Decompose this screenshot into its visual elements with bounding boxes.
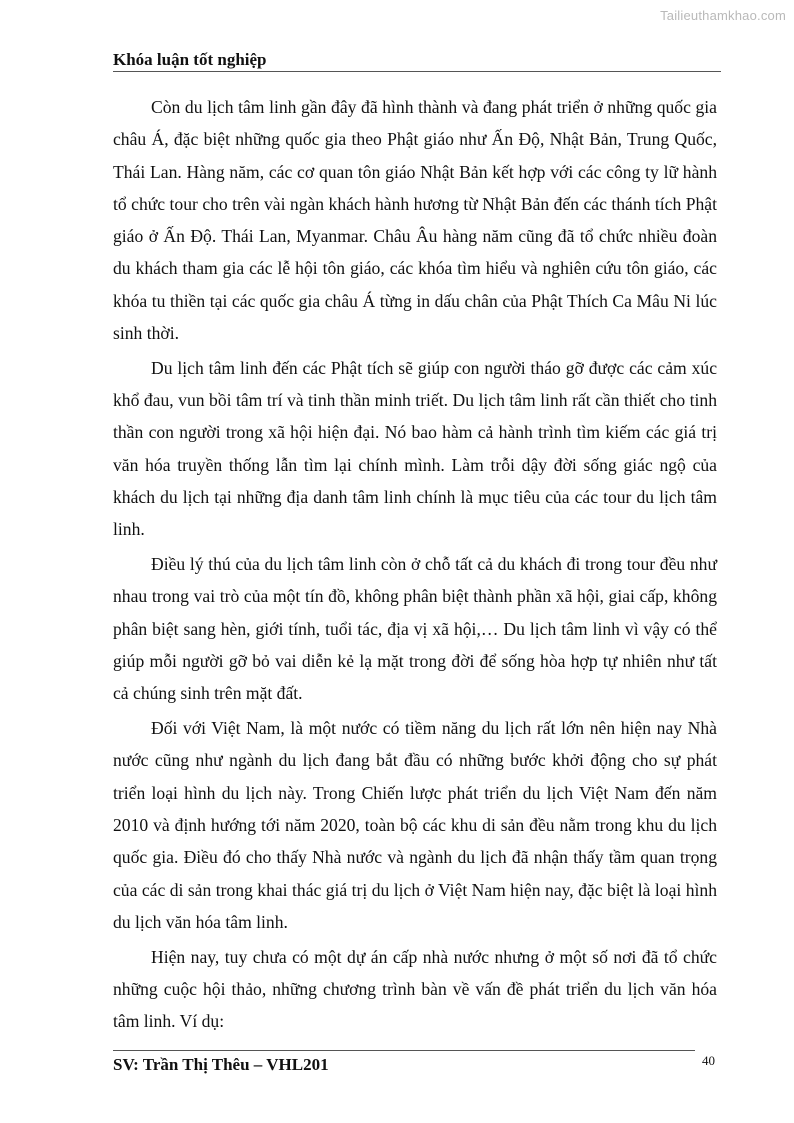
page-number: 40 [702,1053,715,1068]
paragraph-1: Còn du lịch tâm linh gần đây đã hình thành và đang phát triển ở những quốc gia châu Á, đặc biệt những quốc gia theo Phật giáo như Ấn Độ, Nhật Bản, Trung Quốc, Thái Lan. Hàng năm, các cơ quan tôn giáo Nhật Bản kết hợp với các công ty lữ hành tổ chức tour cho trên vài ngàn khách hành hương từ Nhật Bản đến các thánh tích Phật giáo ở Ấn Độ. Thái Lan, Myanmar. Châu Âu hàng năm cũng đã tổ chức nhiều đoàn du khách tham gia các lễ hội tôn giáo, các khóa tìm hiểu và nghiên cứu tôn giáo, các khóa tu thiền tại các quốc gia châu Á từng in dấu chân của Phật Thích Ca Mâu Ni lúc sinh thời. [113,97,717,344]
paragraph-2: Du lịch tâm linh đến các Phật tích sẽ giúp con người tháo gỡ được các cảm xúc khổ đau, vun bồi tâm trí và tinh thần minh triết. Du lịch tâm linh rất cần thiết cho tinh thần con người trong xã hội hiện đại. Nó bao hàm cả hành trình tìm kiếm các giá trị văn hóa truyền thống lẫn tìm lại chính mình. Làm trỗi dậy đời sống giác ngộ của khách du lịch tại những địa danh tâm linh chính là mục tiêu của các tour du lịch tâm linh. [113,357,717,540]
watermark-text: Tailieuthamkhao.com [660,8,786,23]
page-header [113,49,721,72]
paragraph-4: Đối với Việt Nam, là một nước có tiềm năng du lịch rất lớn nên hiện nay Nhà nước cũng như ngành du lịch đang bắt đầu có những bước khởi động cho sự phát triển loại hình du lịch này. Trong Chiến lược phát triển du lịch Việt Nam đến năm 2010 và định hướng tới năm 2020, toàn bộ các khu di sản đều nằm trong khu du lịch quốc gia. Điều đó cho thấy Nhà nước và ngành du lịch đã nhận thấy tầm quan trọng của các di sản trong khai thác giá trị du lịch ở Việt Nam hiện nay, đặc biệt là loại hình du lịch văn hóa tâm linh. [113,718,717,932]
paragraph-5: Hiện nay, tuy chưa có một dự án cấp nhà nước nhưng ở một số nơi đã tổ chức những cuộc hội thảo, những chương trình bàn về vấn đề phát triển du lịch văn hóa tâm linh. Ví dụ: [113,946,717,1032]
header-title: Khóa luận tốt nghiệp [113,50,267,69]
footer-divider [113,1050,695,1051]
footer-student-name: SV: Trần Thị Thêu – VHL201 [113,1055,329,1074]
document-body [113,91,717,1040]
paragraph-3: Điều lý thú của du lịch tâm linh còn ở chỗ tất cả du khách đi trong tour đều như nhau trong vai trò của một tín đồ, không phân biệt thành phần xã hội, giai cấp, không phân biệt sang hèn, giới tính, tuổi tác, địa vị xã hội,… Du lịch tâm linh vì vậy có thể giúp mỗi người gỡ bỏ vai diễn kẻ lạ mặt trong đời để sống hòa hợp tự nhiên như tất cả chúng sinh trên mặt đất. [113,554,717,704]
